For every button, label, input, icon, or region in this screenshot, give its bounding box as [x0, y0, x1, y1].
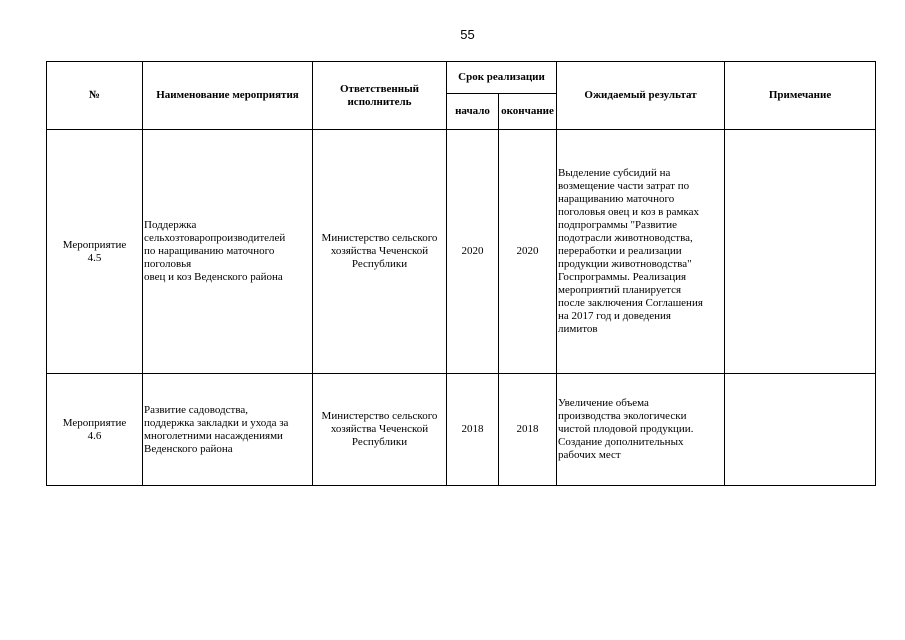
header-start: начало — [447, 94, 499, 130]
header-executor: Ответственный исполнитель — [313, 62, 447, 130]
event-executor: Министерство сельского хозяйства Чеченской Республики — [313, 374, 447, 486]
event-end: 2018 — [499, 374, 557, 486]
event-executor: Министерство сельского хозяйства Чеченской Республики — [313, 130, 447, 374]
table-row — [47, 130, 876, 374]
event-start: 2020 — [447, 130, 499, 374]
event-number: Мероприятие 4.5 — [47, 130, 143, 374]
table-row — [47, 374, 876, 486]
event-start: 2018 — [447, 374, 499, 486]
events-table — [46, 61, 876, 486]
event-name: Развитие садоводства, поддержка закладки и ухода за многолетними насаждениями Веденского района — [143, 374, 313, 486]
event-result: Выделение субсидий на возмещение части затрат по наращиванию маточного поголовья овец и коз в рамках подпрограммы "Развитие подотрасли животноводства, переработки и реализации продукции животноводства" Госпрограммы. Реализация мероприятий планируется после заключения Соглашения на 2017 год и доведения лимитов — [557, 130, 725, 374]
header-number: № — [47, 62, 143, 130]
header-note: Примечание — [725, 62, 876, 130]
header-expected-result: Ожидаемый результат — [557, 62, 725, 130]
event-name: Поддержка сельхозтоваропроизводителей по наращиванию маточного поголовья овец и коз Веденского района — [143, 130, 313, 374]
event-result: Увеличение объема производства экологически чистой плодовой продукции. Создание дополнительных рабочих мест — [557, 374, 725, 486]
page-number: 55 — [460, 27, 475, 42]
header-period: Срок реализации — [447, 62, 557, 94]
header-end: окончание — [499, 94, 557, 130]
event-number: Мероприятие 4.6 — [47, 374, 143, 486]
header-event-name: Наименование мероприятия — [143, 62, 313, 130]
event-end: 2020 — [499, 130, 557, 374]
event-note — [725, 374, 876, 486]
event-note — [725, 130, 876, 374]
